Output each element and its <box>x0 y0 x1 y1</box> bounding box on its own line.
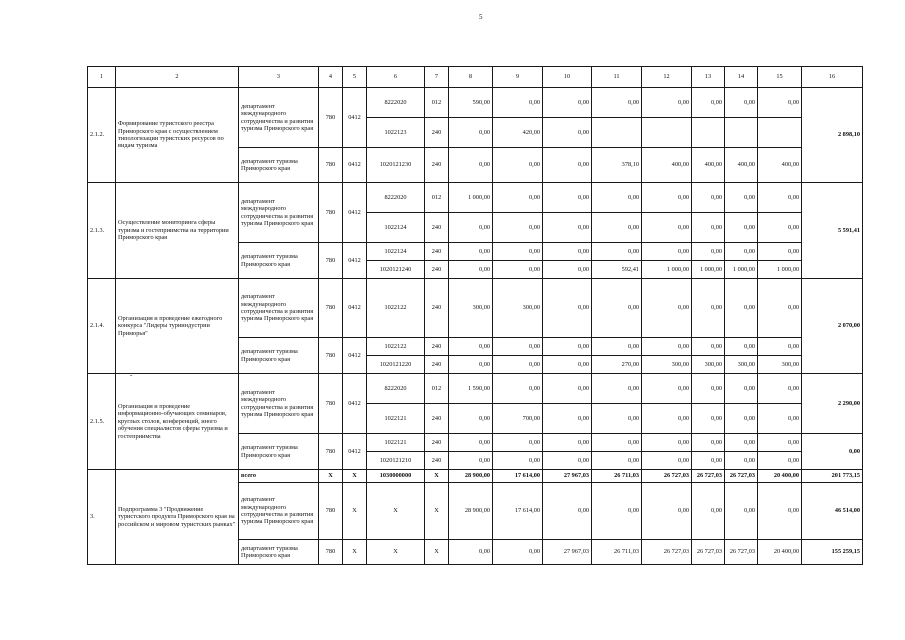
value-cell: 1022122 <box>367 338 425 356</box>
value-cell: 1020121220 <box>367 356 425 374</box>
section-code: 0412 <box>343 148 367 183</box>
value-cell: 0,00 <box>592 452 642 470</box>
value-cell: 28 900,00 <box>449 483 493 540</box>
value-cell: 1022121 <box>367 434 425 452</box>
total-cell: 2 290,00 <box>802 374 863 434</box>
value-cell: 240 <box>425 148 449 183</box>
program-row <box>88 374 863 404</box>
column-header-9: 9 <box>493 67 543 88</box>
code-cell: X <box>425 540 449 565</box>
value-cell: 0,00 <box>449 540 493 565</box>
value-cell: 0,00 <box>692 483 725 540</box>
column-header-15: 15 <box>758 67 802 88</box>
value-cell: 0,00 <box>725 279 758 338</box>
value-cell: 0,00 <box>642 452 692 470</box>
budget-table <box>87 66 863 565</box>
value-cell: 0,00 <box>543 404 592 434</box>
total-cell: 5 591,41 <box>802 183 863 279</box>
value-cell: 300,00 <box>449 279 493 338</box>
value-cell: 0,00 <box>449 243 493 261</box>
value-cell: 0,00 <box>592 213 642 243</box>
value-cell: 378,10 <box>592 148 642 183</box>
department-name: департамент международного сотрудничества и развития туризма Приморского края <box>239 183 319 243</box>
value-cell: 1020121210 <box>367 452 425 470</box>
item-number: 2.1.3. <box>88 183 116 279</box>
item-number: 2.1.2. <box>88 88 116 183</box>
department-name: департамент туризма Приморского края <box>239 148 319 183</box>
value-cell: 300,00 <box>642 356 692 374</box>
value-cell: 300,00 <box>725 356 758 374</box>
value-cell: 0,00 <box>543 88 592 118</box>
value-cell: 0,00 <box>642 279 692 338</box>
page-number: 5 <box>479 13 483 21</box>
value-cell: 1022124 <box>367 243 425 261</box>
value-cell: 26 711,03 <box>592 470 642 483</box>
value-cell: 17 614,00 <box>493 483 543 540</box>
value-cell: 1022124 <box>367 213 425 243</box>
value-cell: 0,00 <box>758 338 802 356</box>
item-name: Организация и проведение информационно-обучающих семинаров, круглых столов, конференций, иного обучения специалистов сферы туризма и гостеприимства <box>116 374 239 470</box>
value-cell: 0,00 <box>725 183 758 213</box>
value-cell: 0,00 <box>692 452 725 470</box>
value-cell: 592,41 <box>592 261 642 279</box>
value-cell: 012 <box>425 374 449 404</box>
value-cell: 300,00 <box>493 279 543 338</box>
value-cell: 26 711,03 <box>592 540 642 565</box>
value-cell: 0,00 <box>642 213 692 243</box>
value-cell: 1020121230 <box>367 148 425 183</box>
item-name: Формирование туристского реестра Приморского края с осуществлением типологизации туристских ресурсов по видам туризма <box>116 88 239 183</box>
section-code: 0412 <box>343 243 367 279</box>
value-cell: 0,00 <box>725 483 758 540</box>
value-cell: 0,00 <box>642 374 692 404</box>
value-cell: 1 000,00 <box>692 261 725 279</box>
value-cell: 0,00 <box>449 434 493 452</box>
column-header-5: 5 <box>343 67 367 88</box>
value-cell: 0,00 <box>592 279 642 338</box>
value-cell <box>692 118 725 148</box>
value-cell: 0,00 <box>692 338 725 356</box>
value-cell: 0,00 <box>592 374 642 404</box>
value-cell: 0,00 <box>725 213 758 243</box>
grbs-code: 780 <box>319 279 343 338</box>
total-cell: 0,00 <box>802 434 863 470</box>
value-cell: 1020121240 <box>367 261 425 279</box>
value-cell: 0,00 <box>493 338 543 356</box>
value-cell: 240 <box>425 452 449 470</box>
department-name: департамент международного сотрудничества и развития туризма Приморского края <box>239 483 319 540</box>
value-cell: 0,00 <box>449 338 493 356</box>
department-name: департамент международного сотрудничества и развития туризма Приморского края <box>239 88 319 148</box>
value-cell: 240 <box>425 243 449 261</box>
value-cell: 0,00 <box>493 540 543 565</box>
value-cell: 0,00 <box>692 183 725 213</box>
value-cell: 26 727,03 <box>692 470 725 483</box>
total-cell: 46 514,00 <box>802 483 863 540</box>
value-cell: 012 <box>425 183 449 213</box>
value-cell: 0,00 <box>758 88 802 118</box>
code-cell: 1030000000 <box>367 470 425 483</box>
value-cell: 1 590,00 <box>449 374 493 404</box>
value-cell: 0,00 <box>543 338 592 356</box>
code-cell: X <box>425 470 449 483</box>
value-cell: 0,00 <box>692 243 725 261</box>
value-cell: 1022122 <box>367 279 425 338</box>
value-cell: 8222020 <box>367 183 425 213</box>
total-label: всего <box>239 470 319 483</box>
value-cell: 0,00 <box>543 213 592 243</box>
value-cell: 590,00 <box>449 88 493 118</box>
value-cell: 240 <box>425 356 449 374</box>
value-cell: 0,00 <box>449 213 493 243</box>
grbs-code: 780 <box>319 183 343 243</box>
item-name: Подпрограмма 3 "Продвижение туристского продукта Приморского края на российском и мировом туристских рынках" <box>116 470 239 565</box>
column-header-14: 14 <box>725 67 758 88</box>
value-cell: 0,00 <box>493 452 543 470</box>
code-cell: X <box>425 483 449 540</box>
value-cell: 0,00 <box>692 404 725 434</box>
value-cell: 0,00 <box>592 338 642 356</box>
value-cell: 0,00 <box>592 183 642 213</box>
value-cell: 0,00 <box>493 213 543 243</box>
value-cell: 0,00 <box>758 404 802 434</box>
column-header-6: 6 <box>367 67 425 88</box>
grbs-code: 780 <box>319 434 343 470</box>
item-number: 3. <box>88 470 116 565</box>
value-cell: 1022123 <box>367 118 425 148</box>
value-cell: 1 000,00 <box>642 261 692 279</box>
value-cell: 0,00 <box>543 356 592 374</box>
value-cell <box>758 118 802 148</box>
grbs-code: 780 <box>319 88 343 148</box>
value-cell: 0,00 <box>592 88 642 118</box>
section-code: 0412 <box>343 338 367 374</box>
value-cell: 0,00 <box>543 279 592 338</box>
value-cell: 240 <box>425 118 449 148</box>
value-cell: 0,00 <box>543 374 592 404</box>
header-row <box>88 67 863 88</box>
value-cell: 1022121 <box>367 404 425 434</box>
value-cell: 0,00 <box>725 374 758 404</box>
value-cell: 0,00 <box>493 88 543 118</box>
value-cell: 0,00 <box>543 243 592 261</box>
value-cell: 0,00 <box>642 243 692 261</box>
value-cell: 0,00 <box>758 213 802 243</box>
program-row <box>88 88 863 118</box>
value-cell <box>642 118 692 148</box>
department-name: департамент туризма Приморского края <box>239 338 319 374</box>
value-cell: 0,00 <box>725 338 758 356</box>
code-cell: X <box>343 483 367 540</box>
value-cell: 0,00 <box>725 88 758 118</box>
value-cell: 0,00 <box>543 261 592 279</box>
value-cell: 300,00 <box>758 356 802 374</box>
value-cell: 0,00 <box>725 404 758 434</box>
value-cell <box>725 118 758 148</box>
value-cell: 300,00 <box>692 356 725 374</box>
value-cell: 8222020 <box>367 88 425 118</box>
value-cell: 0,00 <box>493 356 543 374</box>
grbs-code: 780 <box>319 148 343 183</box>
value-cell: 20 400,00 <box>758 540 802 565</box>
value-cell: 0,00 <box>543 452 592 470</box>
column-header-2: 2 <box>116 67 239 88</box>
value-cell: 0,00 <box>449 118 493 148</box>
code-cell: X <box>343 540 367 565</box>
section-code: 0412 <box>343 434 367 470</box>
code-cell: X <box>343 470 367 483</box>
value-cell: 0,00 <box>449 356 493 374</box>
value-cell: 240 <box>425 279 449 338</box>
code-cell: 780 <box>319 540 343 565</box>
column-header-1: 1 <box>88 67 116 88</box>
item-name: Осуществление мониторинга сферы туризма и гостеприимства на территории Приморского края <box>116 183 239 279</box>
value-cell: 0,00 <box>543 483 592 540</box>
value-cell: 0,00 <box>592 404 642 434</box>
code-cell: X <box>367 483 425 540</box>
stray-dash-mark: - <box>130 371 133 379</box>
value-cell: 400,00 <box>758 148 802 183</box>
value-cell: 8222020 <box>367 374 425 404</box>
value-cell: 0,00 <box>725 452 758 470</box>
value-cell: 0,00 <box>692 434 725 452</box>
value-cell: 1 000,00 <box>758 261 802 279</box>
value-cell: 0,00 <box>758 434 802 452</box>
value-cell <box>592 118 642 148</box>
value-cell: 0,00 <box>493 374 543 404</box>
value-cell: 0,00 <box>493 434 543 452</box>
value-cell: 240 <box>425 261 449 279</box>
value-cell: 17 614,00 <box>493 470 543 483</box>
total-cell: 201 773,15 <box>802 470 863 483</box>
value-cell: 0,00 <box>543 118 592 148</box>
value-cell: 26 727,03 <box>725 540 758 565</box>
value-cell: 27 967,03 <box>543 540 592 565</box>
value-cell: 0,00 <box>692 88 725 118</box>
value-cell: 0,00 <box>692 374 725 404</box>
value-cell: 0,00 <box>449 148 493 183</box>
column-header-7: 7 <box>425 67 449 88</box>
grbs-code: 780 <box>319 243 343 279</box>
department-name: департамент туризма Приморского края <box>239 434 319 470</box>
department-name: департамент туризма Приморского края <box>239 540 319 565</box>
value-cell: 0,00 <box>543 183 592 213</box>
value-cell: 0,00 <box>725 434 758 452</box>
column-header-13: 13 <box>692 67 725 88</box>
value-cell: 700,00 <box>493 404 543 434</box>
item-name: Организация и проведение ежегодного конкурса "Лидеры турииндустрии Приморья" <box>116 279 239 374</box>
value-cell: 0,00 <box>493 183 543 213</box>
value-cell: 26 727,03 <box>725 470 758 483</box>
value-cell: 0,00 <box>592 243 642 261</box>
value-cell: 240 <box>425 434 449 452</box>
value-cell: 0,00 <box>642 434 692 452</box>
department-name: департамент международного сотрудничества и развития туризма Приморского края <box>239 374 319 434</box>
value-cell: 0,00 <box>725 243 758 261</box>
value-cell: 0,00 <box>592 483 642 540</box>
value-cell: 270,00 <box>592 356 642 374</box>
value-cell: 28 900,00 <box>449 470 493 483</box>
item-number: 2.1.5. <box>88 374 116 470</box>
value-cell: 0,00 <box>543 148 592 183</box>
value-cell: 240 <box>425 404 449 434</box>
value-cell: 1 000,00 <box>725 261 758 279</box>
value-cell: 420,00 <box>493 118 543 148</box>
program-row <box>88 183 863 213</box>
value-cell: 0,00 <box>642 88 692 118</box>
value-cell: 0,00 <box>592 434 642 452</box>
section-code: 0412 <box>343 183 367 243</box>
code-cell: 780 <box>319 483 343 540</box>
value-cell: 0,00 <box>758 374 802 404</box>
value-cell: 0,00 <box>642 404 692 434</box>
column-header-8: 8 <box>449 67 493 88</box>
value-cell: 240 <box>425 338 449 356</box>
total-cell: 2 070,00 <box>802 279 863 374</box>
value-cell: 1 000,00 <box>449 183 493 213</box>
value-cell: 400,00 <box>692 148 725 183</box>
item-number: 2.1.4. <box>88 279 116 374</box>
column-header-11: 11 <box>592 67 642 88</box>
value-cell: 26 727,03 <box>642 540 692 565</box>
value-cell: 26 727,03 <box>642 470 692 483</box>
program-row <box>88 279 863 338</box>
column-header-4: 4 <box>319 67 343 88</box>
section-code: 0412 <box>343 279 367 338</box>
grbs-code: 780 <box>319 374 343 434</box>
column-header-12: 12 <box>642 67 692 88</box>
value-cell: 0,00 <box>758 483 802 540</box>
value-cell: 26 727,03 <box>692 540 725 565</box>
value-cell: 20 400,00 <box>758 470 802 483</box>
section-code: 0412 <box>343 88 367 148</box>
value-cell: 0,00 <box>692 213 725 243</box>
value-cell: 0,00 <box>449 261 493 279</box>
value-cell: 0,00 <box>642 338 692 356</box>
code-cell: X <box>367 540 425 565</box>
subprogram-total-row <box>88 470 863 483</box>
value-cell: 0,00 <box>692 279 725 338</box>
value-cell: 0,00 <box>758 279 802 338</box>
column-header-16: 16 <box>802 67 863 88</box>
value-cell: 0,00 <box>493 261 543 279</box>
section-code: 0412 <box>343 374 367 434</box>
column-header-3: 3 <box>239 67 319 88</box>
value-cell: 0,00 <box>493 148 543 183</box>
value-cell: 012 <box>425 88 449 118</box>
value-cell: 400,00 <box>725 148 758 183</box>
total-cell: 155 259,15 <box>802 540 863 565</box>
department-name: департамент международного сотрудничества и развития туризма Приморского края <box>239 279 319 338</box>
value-cell: 0,00 <box>758 452 802 470</box>
value-cell: 240 <box>425 213 449 243</box>
column-header-10: 10 <box>543 67 592 88</box>
value-cell: 0,00 <box>493 243 543 261</box>
value-cell: 0,00 <box>758 183 802 213</box>
total-cell: 2 898,10 <box>802 88 863 183</box>
value-cell: 0,00 <box>758 243 802 261</box>
grbs-code: 780 <box>319 338 343 374</box>
value-cell: 0,00 <box>642 483 692 540</box>
value-cell: 400,00 <box>642 148 692 183</box>
value-cell: 0,00 <box>543 434 592 452</box>
value-cell: 27 967,03 <box>543 470 592 483</box>
value-cell: 0,00 <box>449 404 493 434</box>
code-cell: X <box>319 470 343 483</box>
value-cell: 0,00 <box>449 452 493 470</box>
department-name: департамент туризма Приморского края <box>239 243 319 279</box>
value-cell: 0,00 <box>642 183 692 213</box>
